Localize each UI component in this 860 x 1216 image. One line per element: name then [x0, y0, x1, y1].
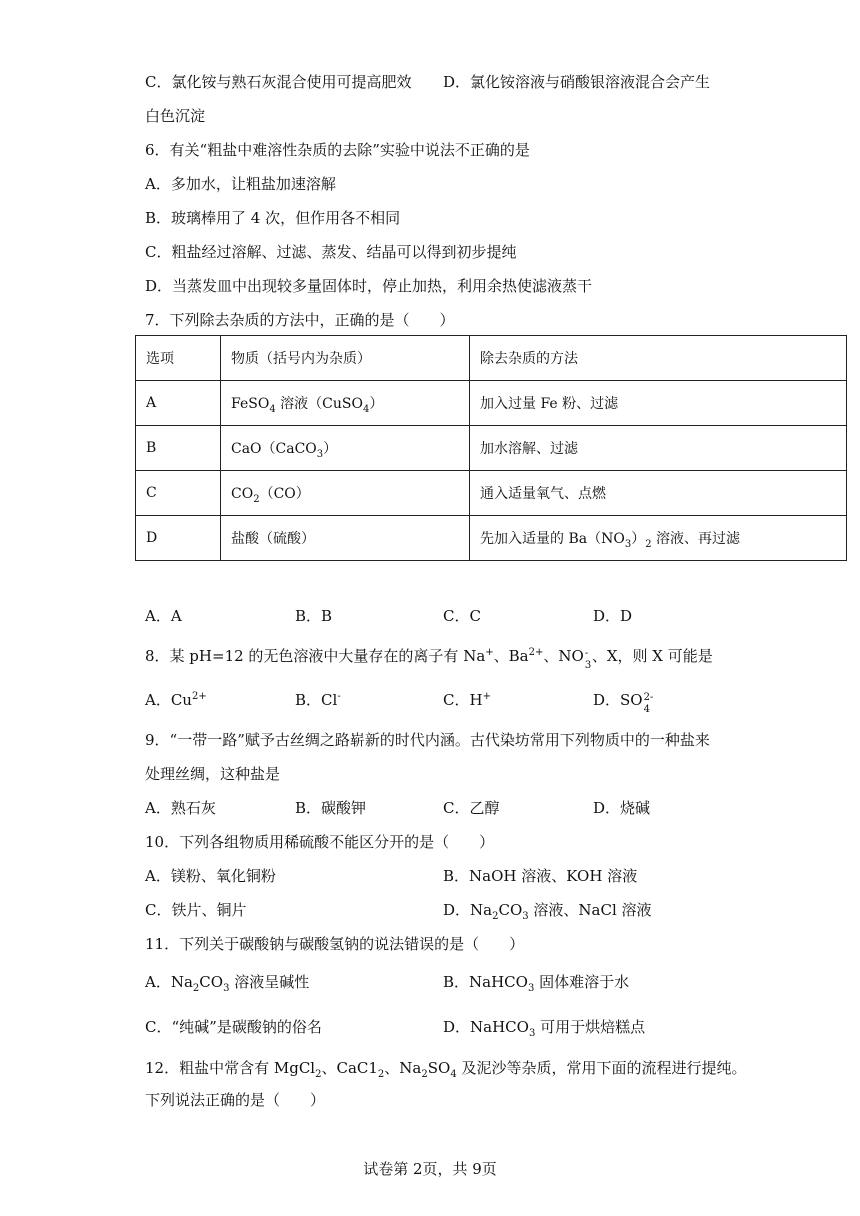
- q5-option-d: D．氯化铵溶液与硝酸银溶液混合会产生: [443, 73, 711, 91]
- q8-option-d-text: D．SO: [593, 691, 643, 709]
- table-cell-option: B: [136, 426, 221, 471]
- table-row: [136, 471, 847, 516]
- q5-option-c: C．氯化铵与熟石灰混合使用可提高肥效: [145, 73, 412, 91]
- q9-option-a: A．熟石灰: [145, 799, 216, 817]
- table-cell-substance: FeSO$_4$ 溶液（CuSO$_4$）: [221, 381, 470, 426]
- q11-option-b: B．NaHCO$_3$ 固体难溶于水: [443, 973, 630, 994]
- q7-stem: 7．下列除去杂质的方法中，正确的是（ ）: [145, 311, 455, 329]
- q12-stem-line2: 下列说法正确的是（ ）: [145, 1091, 326, 1109]
- q6-option-a: A．多加水，让粗盐加速溶解: [145, 175, 336, 193]
- q8-option-d: D．SO 2- 4: [593, 691, 654, 715]
- table-header-row: [136, 336, 847, 381]
- table-row: [136, 516, 847, 561]
- q7-option-c: C．C: [443, 607, 481, 625]
- q11-option-a: A．$Na_2CO_3$ 溶液呈碱性: [145, 973, 310, 994]
- q5-option-d-continued: 白色沉淀: [145, 107, 206, 125]
- q12-stem-line1: 12．粗盐中常含有 MgCl$_2$、$CaC1_2$、$Na_2SO_4$ 及泥沙等杂质，常用下面的流程进行提纯。: [145, 1059, 747, 1080]
- q8-stem: 8．某 pH=12 的无色溶液中大量存在的离子有 Na+、$Ba^{2+}$、NO - 3 、X，则 X 可能是: [145, 647, 713, 671]
- q11-option-c: C．“纯碱”是碳酸钠的俗名: [145, 1018, 322, 1036]
- table-cell-option: D: [136, 516, 221, 561]
- table-cell-method: 先加入适量的 $Ba(NO_3)_2$ 溶液、再过滤: [470, 516, 847, 561]
- table-header-substance: 物质（括号内为杂质）: [221, 336, 470, 381]
- q9-option-d: D．烧碱: [593, 799, 651, 817]
- q7-option-b: B．B: [295, 607, 333, 625]
- q8-stem-part: 、NO: [543, 647, 584, 665]
- q6-option-d: D．当蒸发皿中出现较多量固体时，停止加热，利用余热使滤液蒸干: [145, 277, 593, 295]
- table-header-option: 选项: [136, 336, 221, 381]
- q10-option-d: D．$Na_2CO_3$ 溶液、NaCl 溶液: [443, 901, 652, 922]
- q8-stem-part: 、Ba: [493, 647, 529, 665]
- q11-stem: 11．下列关于碳酸钠与碳酸氢钠的说法错误的是（ ）: [145, 935, 525, 953]
- q7-table: [135, 335, 847, 561]
- q8-option-a: A．$Cu^{2+}$: [145, 691, 207, 709]
- q6-stem: 6．有关“粗盐中难溶性杂质的去除”实验中说法不正确的是: [145, 141, 530, 159]
- q8-option-c: C．H+: [443, 691, 491, 709]
- table-cell-method: 加入过量 Fe 粉、过滤: [470, 381, 847, 426]
- q9-option-c: C．乙醇: [443, 799, 500, 817]
- table-row: [136, 381, 847, 426]
- q6-option-b: B．玻璃棒用了 4 次，但作用各不相同: [145, 209, 401, 227]
- q6-option-c: C．粗盐经过溶解、过滤、蒸发、结晶可以得到初步提纯: [145, 243, 517, 261]
- table-cell-substance: 盐酸（硫酸）: [221, 516, 470, 561]
- q8-stem-part: 8．某 pH=12 的无色溶液中大量存在的离子有 Na: [145, 647, 486, 665]
- table-cell-method: 加水溶解、过滤: [470, 426, 847, 471]
- page-footer: 试卷第 2页，共 9页: [363, 1160, 497, 1178]
- q9-option-b: B．碳酸钾: [295, 799, 367, 817]
- table-cell-substance: $CO_2(CO)$: [221, 471, 470, 516]
- q8-option-b: B．Cl-: [295, 691, 341, 709]
- q10-stem: 10．下列各组物质用稀硫酸不能区分开的是（ ）: [145, 833, 495, 851]
- q9-stem-line2: 处理丝绸，这种盐是: [145, 765, 281, 783]
- q7-option-a: A．A: [145, 607, 182, 625]
- q10-option-a: A．镁粉、氧化铜粉: [145, 867, 276, 885]
- q9-stem-line1: 9．“一带一路”赋予古丝绸之路崭新的时代内涵。古代染坊常用下列物质中的一种盐来: [145, 731, 710, 749]
- q7-option-d: D．D: [593, 607, 633, 625]
- q11-option-d: D．NaHCO$_3$ 可用于烘焙糕点: [443, 1018, 646, 1039]
- table-cell-option: C: [136, 471, 221, 516]
- q8-option-c-text: C．H: [443, 691, 483, 709]
- q10-option-b: B．NaOH 溶液、KOH 溶液: [443, 867, 638, 885]
- q8-option-a-text: A．Cu: [145, 691, 192, 709]
- table-cell-method: 通入适量氧气、点燃: [470, 471, 847, 516]
- q10-option-c: C．铁片、铜片: [145, 901, 247, 919]
- q8-option-b-text: B．Cl: [295, 691, 338, 709]
- table-cell-option: A: [136, 381, 221, 426]
- table-row: [136, 426, 847, 471]
- table-cell-substance: CaO（CaCO$_3$）: [221, 426, 470, 471]
- q8-stem-part: 、X，则 X 可能是: [591, 647, 713, 665]
- table-header-method: 除去杂质的方法: [470, 336, 847, 381]
